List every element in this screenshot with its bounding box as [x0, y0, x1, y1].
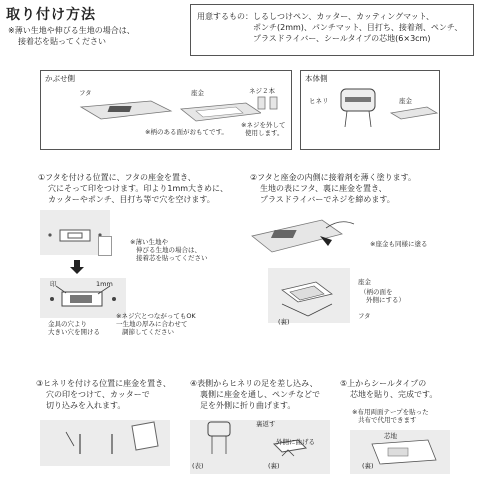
step2-assembly-drawing [268, 268, 350, 323]
step4-bend-drawing [190, 420, 330, 474]
step1-screw-hole-note [116, 312, 196, 336]
step5-fabric [350, 430, 450, 474]
step1-line-2: 穴にそって印をつけます。印より1mm大きめに、 [48, 184, 229, 193]
step3-cut-drawing [40, 420, 170, 466]
header-note-line-2: 接着芯を貼ってください [18, 37, 106, 46]
step2-zagane-note-line-1: （柄の面を [360, 288, 393, 296]
step3-fabric [40, 420, 170, 466]
zagane-label: 座金 [191, 89, 204, 97]
screws-drawing [255, 95, 285, 113]
step2-zagane-note [360, 288, 405, 304]
tools-line-3: プラスドライバー、シールタイプの芯地(6×3cm) [253, 34, 431, 43]
step4-through-label: 裏返す [256, 420, 276, 428]
step1-screw-hole-line-2: 一生地の厚みに合わせて [116, 320, 188, 328]
step3-line-2: 穴の印をつけて、カッターで [46, 390, 150, 399]
kabuse-heading: かぶせ側 [45, 74, 75, 83]
step1-interfacing-note [130, 238, 208, 262]
screw-note-line-1: ※ネジを外して [241, 121, 286, 129]
screw-icon [270, 97, 277, 109]
step5-text [340, 378, 437, 400]
tab-note: ※柄のある面がおもてです。 [145, 128, 228, 136]
step2-line-3: プラスドライバーでネジを締めます。 [260, 195, 395, 204]
step1-interfacing-line-2: 伸びる生地の場合は、 [136, 246, 201, 254]
step2-glue-note: ※座金も同様に塗る [370, 240, 428, 248]
step5-tape-note [352, 408, 429, 424]
step2-zagane-label: 座金 [358, 278, 371, 286]
step3-text [36, 378, 171, 411]
header-note [8, 25, 135, 47]
tools-list [253, 11, 462, 44]
hontai-zagane-part [391, 107, 437, 119]
screws-label: ネジ２本 [249, 87, 275, 95]
step4-line-3: 足を外側に折り曲げます。 [200, 401, 296, 410]
step5-shinji-label: 芯地 [384, 432, 397, 440]
hineri-label: ヒネリ [309, 97, 329, 105]
step1-hole-line-2: 大きい穴を開ける [48, 328, 100, 336]
step5-tape-line-1: ※布用両面テープを貼った [352, 408, 429, 416]
step3-line-1: ③ヒネリを付ける位置に座金を置き、 [36, 379, 171, 388]
tools-line-1: しるしつけペン、カッター、カッティングマット、 [253, 12, 435, 21]
step3-line-3: 切り込みを入れます。 [46, 401, 126, 410]
step1-line-1: ①フタを付ける位置に、フタの座金を置き、 [38, 173, 196, 182]
step5-line-2: 芯地を貼り、完成です。 [350, 390, 438, 399]
step1-interfacing-line-3: 接着芯を貼ってください [136, 254, 208, 262]
step4-ura-label: (裏) [268, 462, 280, 470]
step2-text [250, 172, 416, 205]
hontai-zagane-label: 座金 [399, 97, 412, 105]
futa-label: フタ [79, 89, 92, 97]
screw-note [241, 121, 285, 137]
hontai-heading: 本体側 [305, 74, 328, 83]
tools-box [190, 4, 474, 56]
header-note-line-1: ※薄い生地や伸びる生地の場合は、 [8, 26, 135, 35]
step2-line-1: ②フタと座金の内側に接着剤を薄く塗ります。 [250, 173, 416, 182]
step1-mark-label: 印 [50, 280, 57, 288]
step2-zagane-note-line-2: 外側にする） [366, 296, 405, 304]
tools-label: 用意するもの： [197, 12, 253, 21]
step4-bend-label: 外側に曲げる [276, 438, 315, 446]
kabuse-parts-drawing [71, 97, 261, 127]
step1-text [38, 172, 228, 205]
tools-line-2: ポンチ(2mm)、パンチマット、目打ち、接着剤、ペンチ、 [253, 23, 463, 32]
step2-futa-label: フタ [358, 312, 371, 320]
step2-glue-drawing [250, 210, 360, 260]
step5-ura-label: (裏) [362, 462, 374, 470]
step1-interfacing-line-1: ※薄い生地や [130, 238, 168, 246]
step2-line-2: 生地の表にフタ、裏に座金を置き、 [260, 184, 387, 193]
step1-screw-hole-line-1: ※ネジ穴とつながってもOK [116, 312, 196, 320]
step2-fabric [268, 268, 350, 323]
step4-line-1: ④表側からヒネリの足を差し込み、 [190, 379, 318, 388]
step4-text [190, 378, 320, 411]
step2-ura-label: (裏) [278, 318, 290, 326]
step1-hole-drawing [40, 278, 126, 318]
step1-fabric-cut [40, 278, 126, 318]
hontai-box [300, 70, 440, 150]
page-title: 取り付け方法 [6, 7, 96, 23]
hontai-parts-drawing [339, 79, 439, 134]
step4-fabric [190, 420, 330, 474]
step1-hole-line-1: 金具の穴より [48, 320, 87, 328]
step4-omote-label: (表) [192, 462, 204, 470]
screw-icon [258, 97, 265, 109]
futa-window [108, 106, 132, 112]
kabuse-box [40, 70, 292, 150]
screw-note-line-2: 使用します。 [245, 129, 284, 137]
step5-line-1: ⑤上からシールタイプの [340, 379, 427, 388]
step1-hole-note [48, 320, 100, 336]
step1-mm-label: 1mm [96, 280, 113, 288]
step1-arrow-icon [70, 259, 84, 275]
step1-line-3: カッターやポンチ、目打ち等で穴を空けます。 [48, 195, 215, 204]
step5-tape-line-2: 共布で代用できます [358, 416, 417, 424]
step1-screw-hole-line-3: 調節してください [122, 328, 174, 336]
step4-line-2: 裏側に座金を通し、ペンチなどで [200, 390, 320, 399]
